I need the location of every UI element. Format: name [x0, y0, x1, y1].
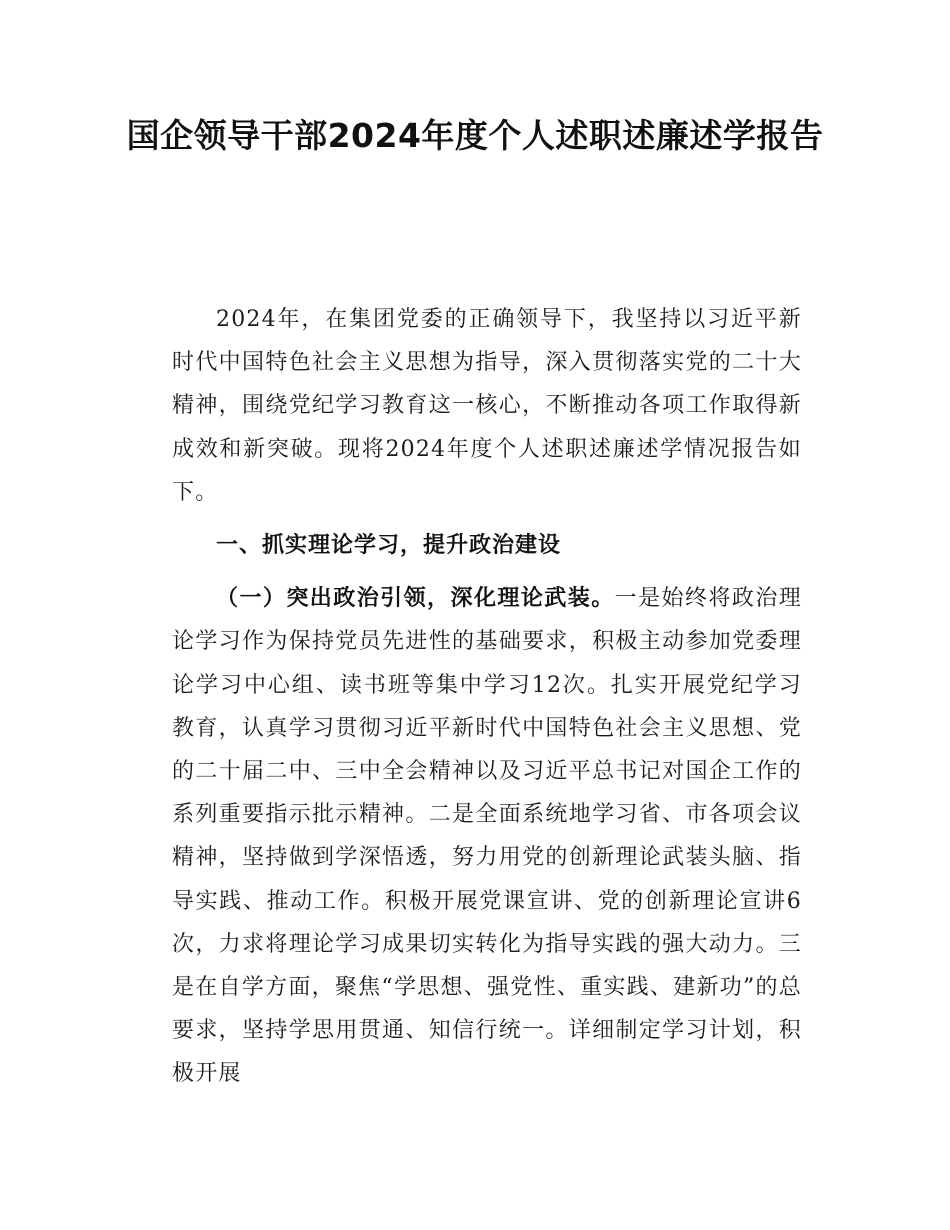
subsection-lead: （一）突出政治引领，深化理论武装。	[216, 586, 615, 612]
subsection-text: 一是始终将政治理论学习作为保持党员先进性的基础要求，积极主动参加党委理论学习中心组、读书班等集中学习12次。扎实开展党纪学习教育，认真学习贯彻习近平新时代中国特色社会主义思想、党的二十届二中、三中全会精神以及习近平总书记对国企工作的系列重要指示批示精神。二是全面系统地学习省、市各项会议精神，坚持做到学深悟透，努力用党的创新理论武装头脑、指导实践、推动工作。积极开展党课宣讲、党的创新理论宣讲6次，力求将理论学习成果切实转化为指导实践的强大动力。三是在自学方面，聚焦“学思想、强党性、重实践、建新功”的总要求，坚持学思用贯通、知信行统一。详细制定学习计划，积极开展	[172, 586, 802, 1087]
document-body	[172, 298, 802, 1096]
intro-paragraph: 2024年，在集团党委的正确领导下，我坚持以习近平新时代中国特色社会主义思想为指导，深入贯彻落实党的二十大精神，围绕党纪学习教育这一核心，不断推动各项工作取得新成效和新突破。现将2024年度个人述职述廉述学情况报告如下。	[172, 307, 802, 505]
section-1-paragraph-1	[172, 577, 802, 1095]
document-title: 国企领导干部2024年度个人述职述廉述学报告	[126, 116, 824, 155]
section-heading-1: 一、抓实理论学习，提升政治建设	[216, 533, 562, 559]
